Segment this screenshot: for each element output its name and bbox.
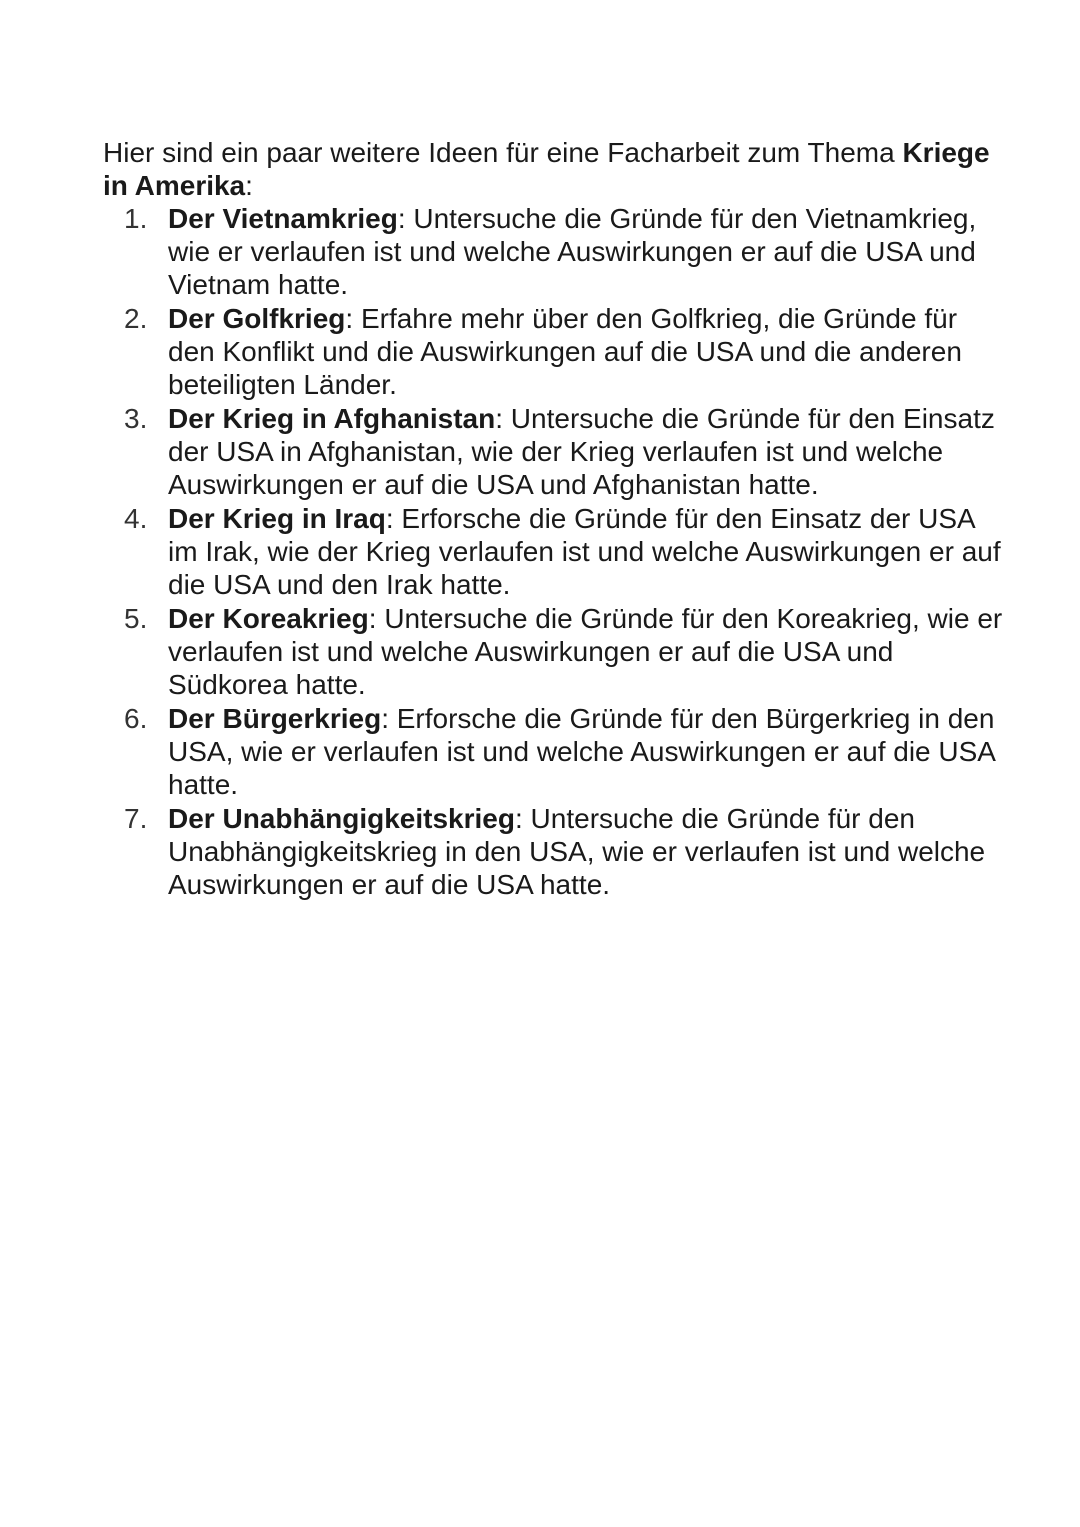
list-item (103, 502, 1003, 601)
list-item-title: Der Krieg in Afghanistan (168, 403, 496, 434)
list-item-number: 7. (124, 803, 148, 834)
list-item-title: Der Koreakrieg (168, 603, 369, 634)
intro-topic: Kriege in Amerika (103, 137, 990, 201)
list-item-text: : Erfahre mehr über den Golfkrieg, die Gründe für den Konflikt und die Auswirkungen auf die USA und die anderen beteiligten Länder. (168, 303, 962, 400)
list-item-number: 6. (124, 703, 148, 734)
list-item-text: : Untersuche die Gründe für den Einsatz der USA in Afghanistan, wie der Krieg verlaufen ist und welche Auswirkungen er auf die USA und Afghanistan hatte. (168, 403, 995, 500)
list-item-title: Der Krieg in Iraq (168, 503, 386, 534)
list-item (103, 202, 1003, 301)
intro-colon: : (245, 170, 253, 201)
list-item-title: Der Bürgerkrieg (168, 703, 382, 734)
list-item (103, 802, 1003, 901)
document-page (103, 136, 1003, 902)
list-item-title: Der Golfkrieg (168, 303, 346, 334)
list-item (103, 302, 1003, 401)
intro-text: Hier sind ein paar weitere Ideen für eine Facharbeit zum Thema (103, 137, 903, 168)
list-item (103, 402, 1003, 501)
list-item-title: Der Unabhängigkeitskrieg (168, 803, 515, 834)
list-item-text: : Untersuche die Gründe für den Unabhängigkeitskrieg in den USA, wie er verlaufen ist und welche Auswirkungen er auf die USA hatte. (168, 803, 986, 900)
list-item (103, 602, 1003, 701)
list-item-text: : Erforsche die Gründe für den Einsatz der USA im Irak, wie der Krieg verlaufen ist und welche Auswirkungen er auf die USA und den Irak hatte. (168, 503, 1001, 600)
list-item (103, 702, 1003, 801)
list-item-number: 5. (124, 603, 148, 634)
list-item-number: 3. (124, 403, 148, 434)
list-item-number: 4. (124, 503, 148, 534)
ideas-list (103, 202, 1003, 901)
list-item-text: : Untersuche die Gründe für den Vietnamkrieg, wie er verlaufen ist und welche Auswirkungen er auf die USA und Vietnam hatte. (168, 203, 977, 300)
list-item-title: Der Vietnamkrieg (168, 203, 398, 234)
list-item-number: 2. (124, 303, 148, 334)
list-item-text: : Erforsche die Gründe für den Bürgerkrieg in den USA, wie er verlaufen ist und welche Auswirkungen er auf die USA hatte. (168, 703, 995, 800)
intro-paragraph (103, 136, 1003, 202)
list-item-text: : Untersuche die Gründe für den Koreakrieg, wie er verlaufen ist und welche Auswirkungen er auf die USA und Südkorea hatte. (168, 603, 1003, 700)
list-item-number: 1. (124, 203, 148, 234)
